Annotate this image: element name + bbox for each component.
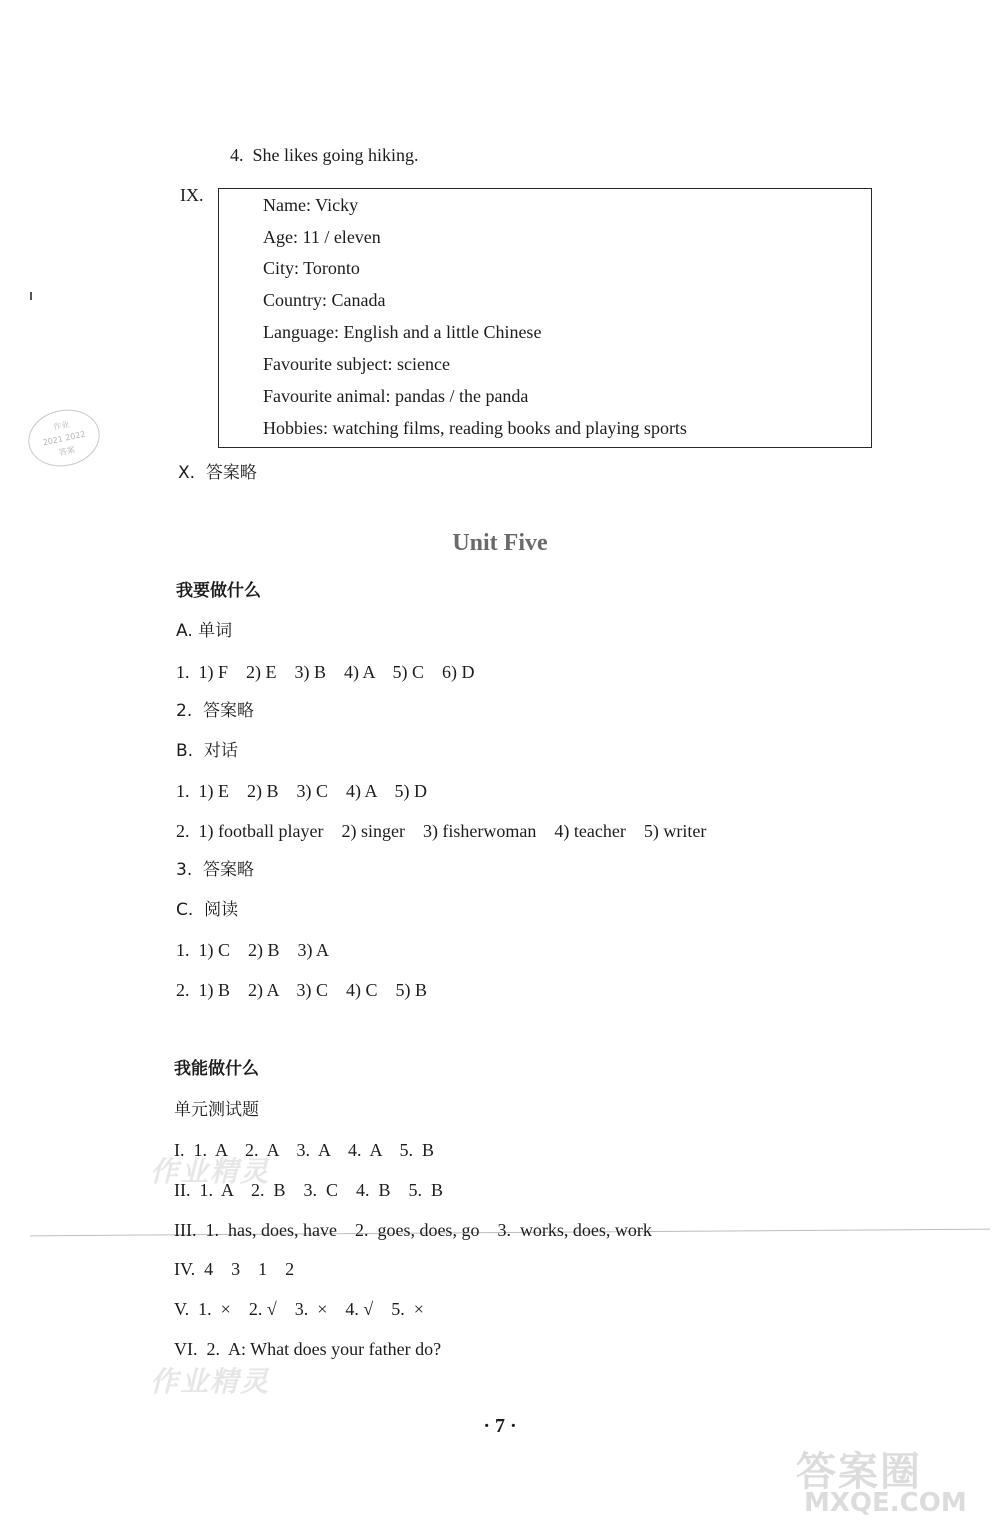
section-b-line-2: 2. 1) football player 2) singer 3) fisherwoman 4) teacher 5) writer [176, 821, 707, 841]
test-vi: VI. 2. A: What does your father do? [174, 1339, 442, 1359]
section-a-line-2: 2. 答案略 [176, 701, 255, 721]
test-iv: IV. 4 3 1 2 [174, 1259, 295, 1279]
profile-subject: Favourite subject: science [263, 354, 450, 374]
what-i-do-heading: 我要做什么 [176, 581, 261, 601]
section-c-heading: C. 阅读 [176, 900, 239, 920]
section-b-line-3: 3. 答案略 [176, 860, 255, 880]
profile-city: City: Toronto [263, 258, 360, 278]
section-a-line-1: 1. 1) F 2) E 3) B 4) A 5) C 6) D [176, 662, 475, 682]
test-iii: III. 1. has, does, have 2. goes, does, go 3. works, does, work [174, 1220, 652, 1240]
unit-test-heading: 单元测试题 [174, 1100, 259, 1120]
profile-animal: Favourite animal: pandas / the panda [263, 386, 529, 406]
profile-hobbies: Hobbies: watching films, reading books and playing sports [263, 418, 687, 438]
page-number: · 7 · [483, 1415, 517, 1437]
profile-country: Country: Canada [263, 290, 386, 310]
section-c-line-2: 2. 1) B 2) A 3) C 4) C 5) B [176, 980, 428, 1000]
profile-box [218, 188, 872, 448]
scan-mark [30, 292, 32, 300]
logo-url: MXQE.COM [804, 1488, 967, 1518]
section-ix-label: IX. [180, 185, 204, 205]
test-i: I. 1. A 2. A 3. A 4. A 5. B [174, 1140, 435, 1160]
test-v: V. 1. × 2. √ 3. × 4. √ 5. × [174, 1299, 424, 1319]
watermark-2: 作业精灵 [150, 1365, 271, 1398]
section-b-line-1: 1. 1) E 2) B 3) C 4) A 5) D [176, 781, 427, 801]
unit-title: Unit Five [452, 530, 548, 556]
watermark-1: 作业精灵 [150, 1155, 271, 1188]
logo-text: 答案圈 [796, 1449, 922, 1495]
section-b-heading: B. 对话 [176, 741, 238, 761]
answer-4: 4. She likes going hiking. [230, 145, 419, 165]
profile-age: Age: 11 / eleven [263, 227, 381, 247]
stamp-seal: 作业 2021 2022 答案 [23, 403, 105, 473]
site-logo [790, 1440, 990, 1520]
what-i-can-heading: 我能做什么 [174, 1059, 259, 1079]
profile-language: Language: English and a little Chinese [263, 322, 542, 342]
profile-name: Name: Vicky [263, 195, 359, 215]
section-x: X. 答案略 [178, 463, 257, 483]
section-a-heading: A. 单词 [176, 621, 233, 641]
section-c-line-1: 1. 1) C 2) B 3) A [176, 940, 329, 960]
test-ii: II. 1. A 2. B 3. C 4. B 5. B [174, 1180, 444, 1200]
